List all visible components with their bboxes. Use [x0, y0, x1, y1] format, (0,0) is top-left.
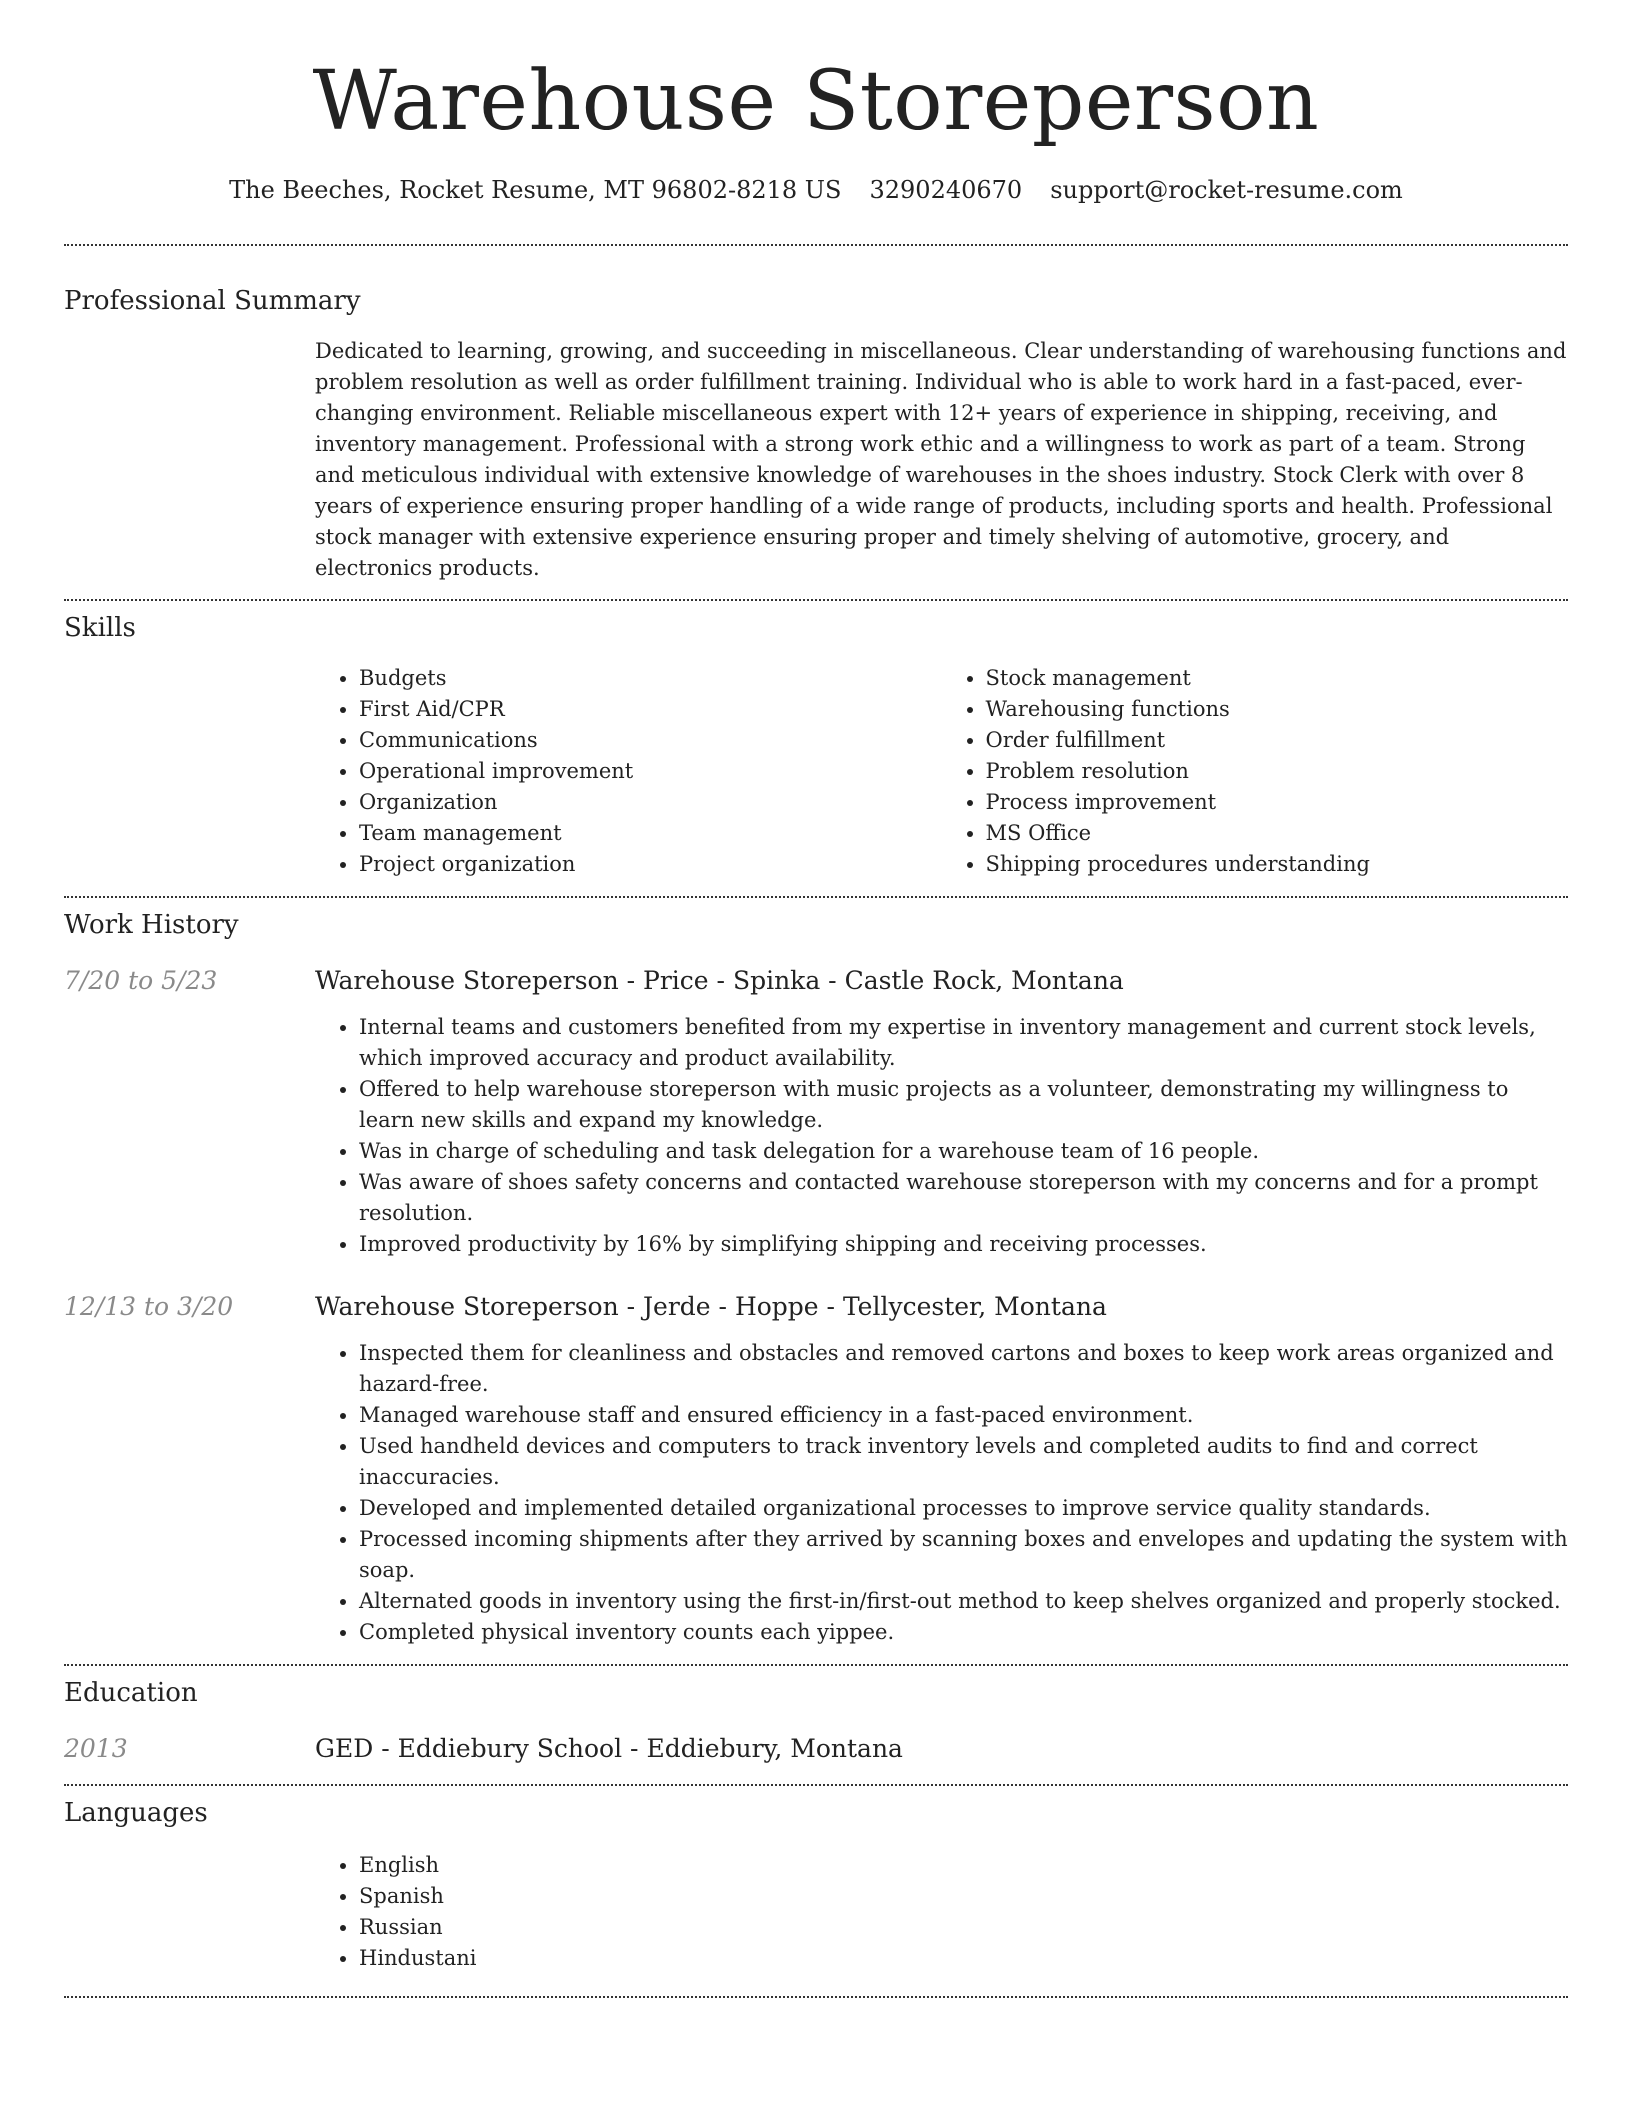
- language-item: • Spanish: [359, 1881, 1568, 1912]
- education-entry: [64, 1732, 1568, 1766]
- divider: [64, 1664, 1568, 1666]
- candidate-name: Warehouse Storeperson: [312, 54, 1320, 149]
- address: The Beeches, Rocket Resume, MT 96802-8218 US: [229, 176, 842, 204]
- skill-item: • First Aid/CPR: [359, 694, 942, 725]
- duty-item: • Was in charge of scheduling and task delegation for a warehouse team of 16 people.: [359, 1136, 1568, 1167]
- email: support@rocket-resume.com: [1050, 176, 1403, 204]
- duty-item: • Processed incoming shipments after they arrived by scanning boxes and envelopes and updating the system with soap.: [359, 1524, 1568, 1586]
- duty-item: • Was aware of shoes safety concerns and contacted warehouse storeperson with my concerns and for a prompt resolution.: [359, 1167, 1568, 1229]
- divider: [64, 1784, 1568, 1786]
- language-item: • Russian: [359, 1912, 1568, 1943]
- job-title: Warehouse Storeperson - Jerde - Hoppe - Tellycester, Montana: [315, 1292, 1107, 1321]
- language-item: • Hindustani: [359, 1943, 1568, 1974]
- skill-item: • Project organization: [359, 849, 942, 880]
- education-year: 2013: [64, 1734, 128, 1763]
- resume-page: [64, 0, 1568, 1998]
- duty-item: • Used handheld devices and computers to track inventory levels and completed audits to find and correct inaccuracies.: [359, 1431, 1568, 1493]
- skills-heading: Skills: [64, 613, 136, 643]
- skill-item: • Warehousing functions: [986, 694, 1569, 725]
- skills-column-left: [315, 663, 942, 880]
- skill-item: • Order fulfillment: [986, 725, 1569, 756]
- summary-heading: Professional Summary: [64, 286, 361, 316]
- skill-item: • Budgets: [359, 663, 942, 694]
- job-duties: [315, 1338, 1568, 1648]
- divider: [64, 896, 1568, 898]
- skill-item: • MS Office: [986, 818, 1569, 849]
- job-title: Warehouse Storeperson - Price - Spinka - Castle Rock, Montana: [315, 966, 1124, 995]
- job-entry-header: [64, 1290, 1568, 1324]
- skill-item: • Communications: [359, 725, 942, 756]
- education-heading: Education: [64, 1678, 198, 1708]
- languages-heading: Languages: [64, 1798, 208, 1828]
- education-title: GED - Eddiebury School - Eddiebury, Montana: [315, 1734, 903, 1763]
- job-dates: 7/20 to 5/23: [64, 966, 218, 995]
- skills-column-right: [942, 663, 1569, 880]
- skill-item: • Stock management: [986, 663, 1569, 694]
- duty-item: • Inspected them for cleanliness and obstacles and removed cartons and boxes to keep work areas organized and hazard-free.: [359, 1338, 1568, 1400]
- phone: 3290240670: [869, 176, 1023, 204]
- language-item: • English: [359, 1850, 1568, 1881]
- duty-item: • Improved productivity by 16% by simplifying shipping and receiving processes.: [359, 1229, 1568, 1260]
- job-duties: [315, 1012, 1568, 1260]
- job-entry-header: [64, 964, 1568, 998]
- duty-item: • Alternated goods in inventory using the first-in/first-out method to keep shelves organized and properly stocked.: [359, 1586, 1568, 1617]
- skill-item: • Process improvement: [986, 787, 1569, 818]
- divider: [64, 599, 1568, 601]
- duty-item: • Offered to help warehouse storeperson with music projects as a volunteer, demonstrating my willingness to learn new skills and expand my knowledge.: [359, 1074, 1568, 1136]
- duty-item: • Developed and implemented detailed organizational processes to improve service quality standards.: [359, 1493, 1568, 1524]
- languages-list: [315, 1850, 1568, 1974]
- skills-list: [315, 663, 1568, 880]
- summary-text: Dedicated to learning, growing, and succeeding in miscellaneous. Clear understanding of warehousing functions and problem resolution as well as order fulfillment training. Individual who is able to work hard in a fast-paced, ever-changing environment. Reliable miscellaneous expert with 12+ years of experience in shipping, receiving, and inventory management. Professional with a strong work ethic and a willingness to work as part of a team. Strong and meticulous individual with extensive knowledge of warehouses in the shoes industry. Stock Clerk with over 8 years of experience ensuring proper handling of a wide range of products, including sports and health. Professional stock manager with extensive experience ensuring proper and timely shelving of automotive, grocery, and electronics products.: [315, 339, 1567, 580]
- skill-item: • Problem resolution: [986, 756, 1569, 787]
- duty-item: • Managed warehouse staff and ensured efficiency in a fast-paced environment.: [359, 1400, 1568, 1431]
- job-dates: 12/13 to 3/20: [64, 1292, 234, 1321]
- duty-item: • Internal teams and customers benefited from my expertise in inventory management and current stock levels, which improved accuracy and product availability.: [359, 1012, 1568, 1074]
- duty-item: • Completed physical inventory counts each yippee.: [359, 1617, 1568, 1648]
- divider: [64, 1996, 1568, 1998]
- contact-line: [64, 174, 1568, 206]
- skill-item: • Operational improvement: [359, 756, 942, 787]
- skill-item: • Team management: [359, 818, 942, 849]
- skill-item: • Shipping procedures understanding: [986, 849, 1569, 880]
- work-history-heading: Work History: [64, 910, 239, 940]
- divider: [64, 244, 1568, 246]
- skill-item: • Organization: [359, 787, 942, 818]
